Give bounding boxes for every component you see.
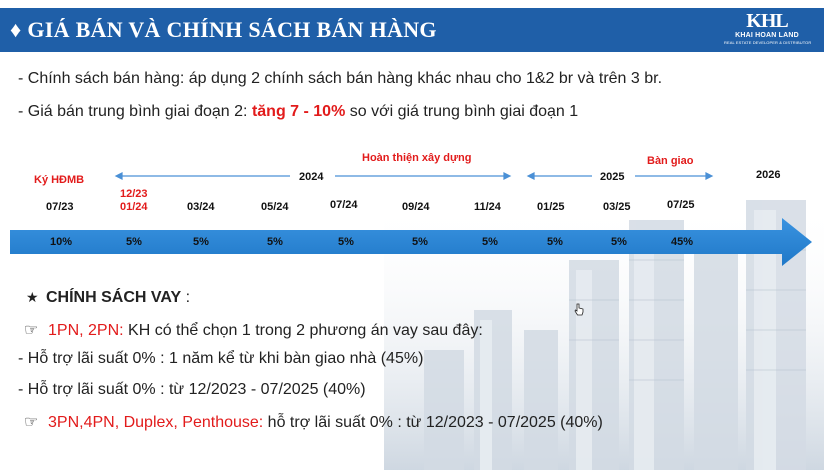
milestone-date: 01/25	[537, 201, 565, 213]
loan-option-1b: - Hỗ trợ lãi suất 0% : từ 12/2023 - 07/2025 (40%)	[18, 381, 366, 398]
mouse-cursor-icon	[573, 303, 585, 317]
loan-option-1-types: 1PN, 2PN:	[48, 322, 124, 339]
label-year-2024: 2024	[299, 171, 324, 183]
milestone-payment: 5%	[267, 236, 283, 248]
arrow-2024-right-head	[504, 173, 510, 179]
sales-policy-line: - Chính sách bán hàng: áp dụng 2 chính sách bán hàng khác nhau cho 1&2 br và trên 3 br.	[18, 70, 663, 87]
milestone-date: 03/24	[187, 201, 215, 213]
label-ban-giao: Bàn giao	[647, 155, 694, 167]
arrow-2025-right-head	[706, 173, 712, 179]
arrow-2025-left-head	[528, 173, 534, 179]
loan-option-2-text: hỗ trợ lãi suất 0% : từ 12/2023 - 07/2025 (40%)	[263, 414, 603, 431]
milestone-payment: 5%	[126, 236, 142, 248]
loan-option-1a: - Hỗ trợ lãi suất 0% : 1 năm kể từ khi bàn giao nhà (45%)	[18, 350, 424, 367]
header-bar	[0, 8, 824, 52]
logo-mark: KHL	[746, 10, 788, 32]
milestone-date: 09/24	[402, 201, 430, 213]
milestone-payment: 5%	[412, 236, 428, 248]
loan-policy-title-suffix: :	[181, 289, 191, 306]
loan-option-1-text: KH có thể chọn 1 trong 2 phương án vay sau đây:	[123, 322, 483, 339]
milestone-date: 05/24	[261, 201, 289, 213]
pointing-hand-icon: ☞	[24, 414, 39, 431]
milestone-payment: 5%	[482, 236, 498, 248]
milestone-payment: 5%	[338, 236, 354, 248]
milestone-payment: 10%	[50, 236, 73, 248]
label-year-2025: 2025	[600, 171, 625, 183]
milestone-payment: 45%	[671, 236, 694, 248]
label-year-2026: 2026	[756, 169, 781, 181]
milestone-date: 07/24	[330, 199, 358, 211]
milestone-date-pair	[120, 188, 148, 214]
milestone-date-second: 01/24	[120, 201, 148, 213]
milestone-payment: 5%	[611, 236, 627, 248]
milestone-payment: 5%	[547, 236, 563, 248]
milestone-date: 11/24	[474, 201, 501, 213]
company-logo	[724, 11, 810, 49]
slide-title: ♦ GIÁ BÁN VÀ CHÍNH SÁCH BÁN HÀNG	[10, 17, 437, 42]
logo-name: KHAI HOAN LAND	[735, 32, 799, 39]
pointing-hand-icon: ☞	[24, 322, 39, 339]
milestone-date: 12/23	[120, 188, 148, 200]
milestone-payment: 5%	[193, 236, 209, 248]
loan-option-2-types: 3PN,4PN, Duplex, Penthouse:	[48, 414, 264, 431]
loan-option-1	[24, 320, 483, 340]
loan-option-2	[24, 412, 603, 432]
milestone-date: 03/25	[603, 201, 631, 213]
label-hoan-thien: Hoàn thiện xây dựng	[362, 152, 472, 164]
label-ky-hdmb: Ký HĐMB	[34, 174, 85, 186]
average-price-suffix: so với giá trung bình giai đoạn 1	[345, 103, 579, 120]
milestone-date: 07/25	[667, 199, 695, 211]
logo-subtitle: REAL ESTATE DEVELOPER & DISTRIBUTOR	[724, 40, 812, 45]
arrow-2024-left-head	[116, 173, 122, 179]
star-bullet-icon: ★	[26, 289, 39, 305]
average-price-line	[18, 103, 578, 121]
milestone-date: 07/23	[46, 201, 74, 213]
price-increase-highlight: tăng 7 - 10%	[251, 103, 346, 120]
timeline-arrows	[0, 160, 824, 190]
loan-policy-heading	[26, 289, 190, 307]
average-price-prefix: - Giá bán trung bình giai đoạn 2:	[18, 103, 252, 120]
loan-policy-title: CHÍNH SÁCH VAY	[46, 289, 182, 306]
